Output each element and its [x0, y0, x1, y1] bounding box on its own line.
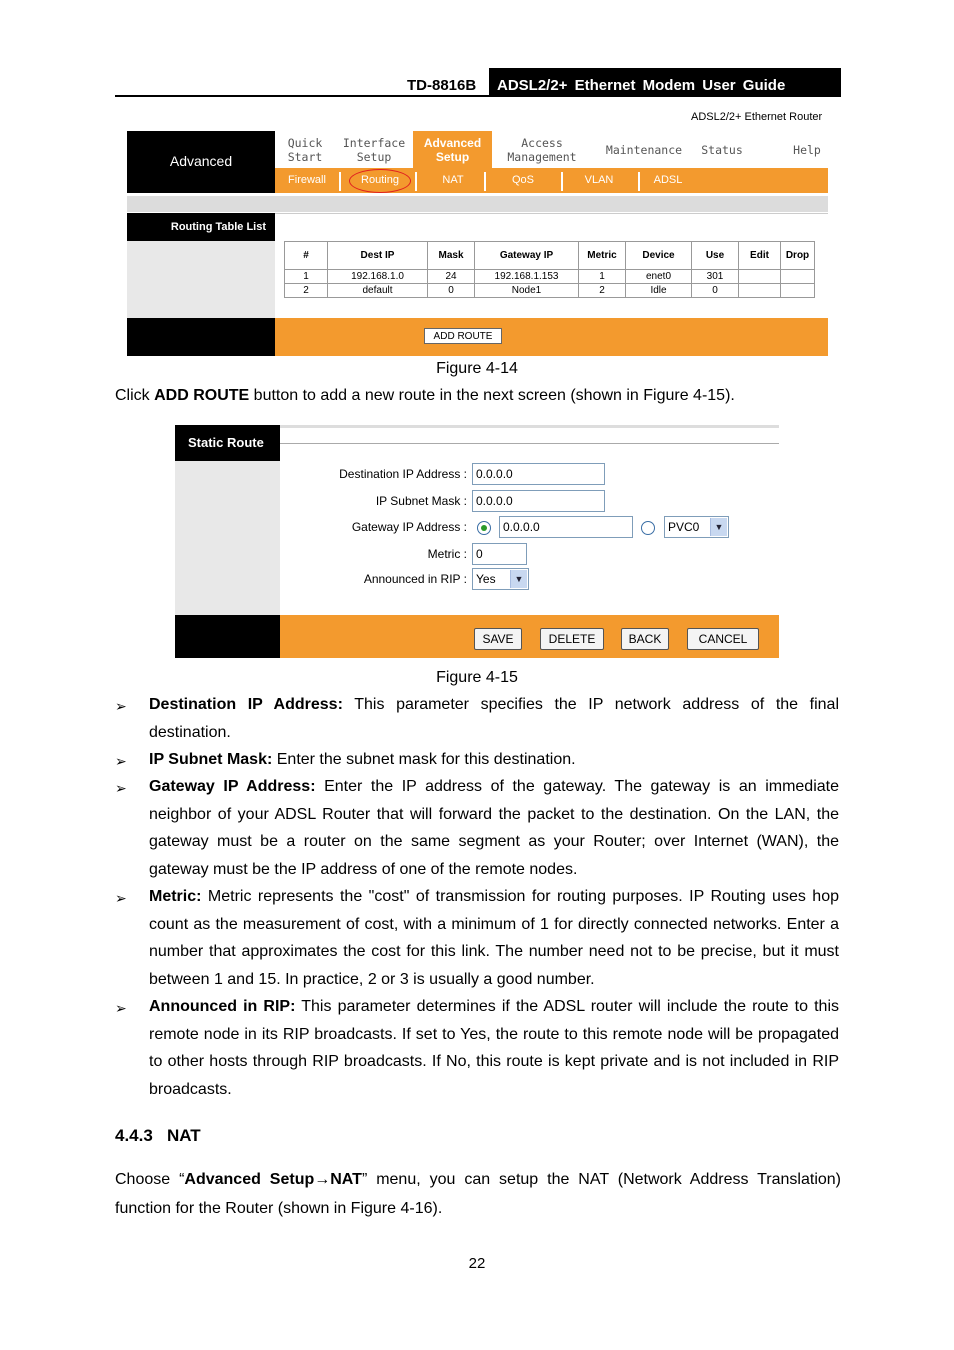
cell: Idle: [626, 284, 692, 298]
nav-quick-start[interactable]: Quick Start: [287, 135, 323, 164]
subnav-divider: [415, 172, 417, 191]
table-header-row: [285, 242, 815, 270]
back-button[interactable]: BACK: [621, 628, 669, 650]
nav-access-management[interactable]: Access Management: [507, 135, 577, 164]
dest-ip-label: Destination IP Address :: [339, 467, 467, 481]
bullet-arrow-icon: ➢: [115, 890, 127, 906]
subnav-adsl[interactable]: ADSL: [653, 174, 683, 186]
side-panel: [175, 461, 280, 615]
bullet-text: Gateway IP Address: Enter the IP address of the gateway. The gateway is an immediate neighbor of your ADSL Router that will forward the packet to the destination. On the LAN, the gateway must be a router on the same segment as your Router; over Internet (WAN), the gateway must be the IP address of one of the remote nodes.: [149, 778, 839, 878]
cell: 192.168.1.153: [475, 270, 579, 284]
metric-input[interactable]: 0: [472, 543, 527, 565]
page-number: 22: [468, 1255, 486, 1272]
nav-maintenance[interactable]: Maintenance: [605, 142, 683, 157]
col-header: Drop: [781, 242, 815, 270]
cancel-button[interactable]: CANCEL: [687, 628, 759, 650]
edit-cell[interactable]: [739, 284, 781, 298]
subnav-nat[interactable]: NAT: [442, 174, 464, 186]
dest-ip-input[interactable]: 0.0.0.0: [472, 463, 605, 485]
chevron-down-icon: ▼: [710, 518, 727, 536]
subnav-routing[interactable]: Routing: [361, 174, 399, 186]
side-panel: [127, 241, 275, 318]
paragraph: Click ADD ROUTE button to add a new route in the next screen (shown in Figure 4-15).: [115, 387, 735, 404]
bullet-arrow-icon: ➢: [115, 698, 127, 714]
announced-rip-label: Announced in RIP :: [363, 572, 467, 586]
cell: enet0: [626, 270, 692, 284]
bullet-arrow-icon: ➢: [115, 1000, 127, 1016]
gateway-ip-label: Gateway IP Address :: [351, 520, 467, 534]
cell: 0: [428, 284, 475, 298]
divider: [275, 213, 828, 214]
col-header: Mask: [428, 242, 475, 270]
router-brand: ADSL2/2+ Ethernet Router: [691, 111, 823, 123]
subnet-mask-input[interactable]: 0.0.0.0: [472, 490, 605, 512]
nav-advanced-setup[interactable]: Advanced Setup: [413, 131, 492, 168]
subnav-divider: [484, 172, 486, 191]
gateway-ip-radio[interactable]: [477, 521, 491, 535]
pvc-select[interactable]: [664, 516, 729, 538]
cell: Node1: [475, 284, 579, 298]
subnav-qos[interactable]: QoS: [511, 174, 534, 186]
cell: 1: [285, 270, 328, 284]
pvc-select-value: PVC0: [668, 520, 700, 534]
col-header: Metric: [579, 242, 626, 270]
section-heading: 4.4.3 NAT: [115, 1126, 201, 1145]
footer-panel: [127, 318, 275, 356]
save-button[interactable]: SAVE: [474, 628, 522, 650]
table-row: [285, 284, 815, 298]
cell: 192.168.1.0: [328, 270, 428, 284]
table-row: [285, 270, 815, 284]
header-rule: [115, 95, 841, 97]
footer-panel: [175, 615, 280, 658]
bullet-text: Destination IP Address: This parameter specifies the IP network address of the final destination.: [149, 696, 840, 741]
col-header: Gateway IP: [475, 242, 579, 270]
subnet-mask-label: IP Subnet Mask :: [375, 494, 467, 508]
nav-status[interactable]: Status: [701, 142, 743, 157]
cell: default: [328, 284, 428, 298]
doc-model: TD-8816B: [407, 77, 477, 94]
bullet-text: Announced in RIP: This parameter determines if the ADSL router will include the route to this remote node in its RIP broadcasts. If set to Yes, the route to this remote node will be propagated to other hosts through RIP broadcasts. If No, this route is kept private and is not included in RIP broadcasts.: [149, 998, 839, 1098]
edit-cell[interactable]: [739, 270, 781, 284]
bullet-arrow-icon: ➢: [115, 753, 127, 769]
subnav-vlan[interactable]: VLAN: [584, 174, 614, 186]
chevron-down-icon: ▼: [510, 570, 527, 588]
static-route-label: Static Route: [175, 425, 280, 461]
drop-cell[interactable]: [781, 284, 815, 298]
gateway-ip-input[interactable]: 0.0.0.0: [499, 516, 633, 538]
bullet-arrow-icon: ➢: [115, 780, 127, 796]
divider: [280, 443, 779, 444]
bullet-text: IP Subnet Mask: Enter the subnet mask for this destination.: [149, 751, 576, 768]
col-header: #: [285, 242, 328, 270]
metric-label: Metric :: [427, 547, 467, 561]
bullet-text: Metric: Metric represents the "cost" of transmission for routing purposes. IP Routing uses hop count as the measurement of cost, with a minimum of 1 for directly connected networks. Enter a number that approximates the cost for this link. The number need not to be precise, but it must between 1 and 15. In practice, 2 or 3 is usually a good number.: [149, 888, 839, 988]
figure-caption: Figure 4-15: [436, 669, 518, 686]
divider: [280, 425, 779, 428]
delete-button[interactable]: DELETE: [540, 628, 604, 650]
cell: 1: [579, 270, 626, 284]
cell: 2: [285, 284, 328, 298]
cell: 0: [692, 284, 739, 298]
add-route-button[interactable]: ADD ROUTE: [424, 328, 502, 344]
col-header: Dest IP: [328, 242, 428, 270]
drop-cell[interactable]: [781, 270, 815, 284]
paragraph: Choose “Advanced Setup→NAT” menu, you can setup the NAT (Network Address Translation) function for the Router (shown in Figure 4-16).: [115, 1171, 842, 1217]
spacer-bar: [127, 196, 828, 212]
footer-bar: [275, 318, 828, 356]
nav-interface-setup[interactable]: Interface Setup: [342, 135, 406, 164]
routing-table: [284, 241, 815, 298]
col-header: Use: [692, 242, 739, 270]
cell: 301: [692, 270, 739, 284]
doc-title: ADSL2/2+ Ethernet Modem User Guide: [497, 77, 786, 94]
section-title: Advanced: [169, 153, 233, 169]
subnav-divider: [561, 172, 563, 191]
col-header: Device: [626, 242, 692, 270]
rip-select-value: Yes: [476, 572, 496, 586]
cell: 2: [579, 284, 626, 298]
col-header: Edit: [739, 242, 781, 270]
figure-caption: Figure 4-14: [436, 360, 518, 377]
subnav-firewall[interactable]: Firewall: [288, 174, 326, 186]
cell: 24: [428, 270, 475, 284]
announced-rip-select[interactable]: [472, 568, 529, 590]
nav-help[interactable]: Help: [793, 142, 821, 157]
routing-table-label: Routing Table List: [127, 213, 275, 241]
highlight-circle: [349, 169, 411, 193]
gateway-pvc-radio[interactable]: [641, 521, 655, 535]
subnav-divider: [339, 172, 341, 191]
